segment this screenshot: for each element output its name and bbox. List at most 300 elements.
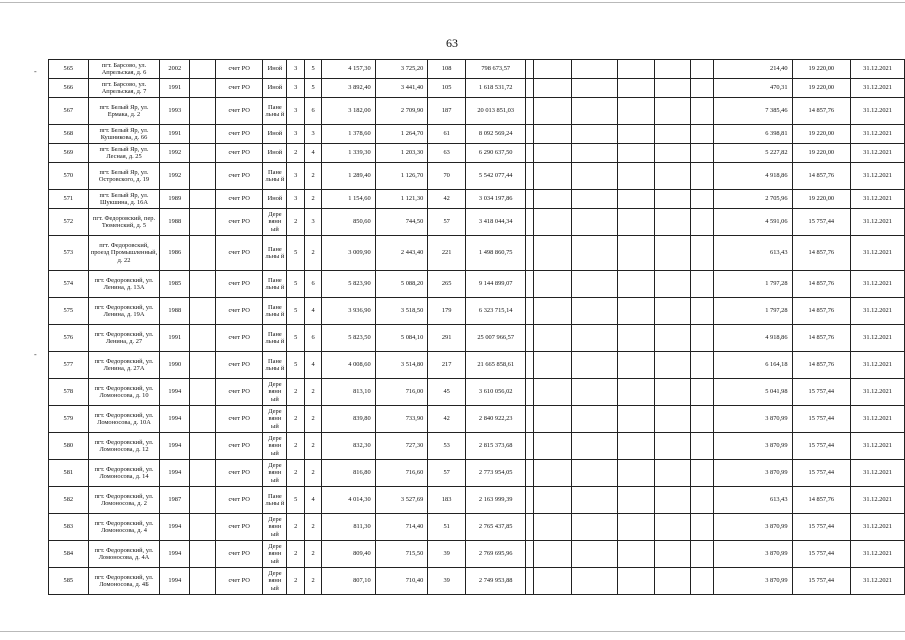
cell-type: Пане льны й [263,487,287,514]
cell-address: пгт. Федоровский, ул. Ленина, д. 13А [88,271,160,298]
cell-cost: 6 290 637,50 [465,144,525,163]
cell-residents: 57 [428,460,466,487]
cell-address: пгт. Белый Яр, ул. Островского, д. 19 [88,163,160,190]
cell-empty [190,514,216,541]
cell-area-living: 1 264,70 [375,125,428,144]
cell-address: пгт. Федоровский, ул. Ломоносова, д. 10А [88,406,160,433]
cell-empty [190,325,216,352]
cell-residents: 265 [428,271,466,298]
cell-area-total: 813,10 [322,379,376,406]
cell-empty [571,163,617,190]
cell-area-living: 3 725,20 [375,60,428,79]
cell-empty [618,433,655,460]
cell-year: 1994 [160,514,190,541]
cell-floors: 2 [287,541,305,568]
cell-date: 31.12.2021 [851,460,905,487]
cell-floors: 2 [287,568,305,595]
cell-type: Иной [263,144,287,163]
cell-account: счет РО [215,541,263,568]
cell-area-total: 1 339,30 [322,144,376,163]
cell-empty [618,460,655,487]
cell-empty [526,79,534,98]
cell-sum: 2 705,96 [714,190,792,209]
cell-sum: 1 797,28 [714,298,792,325]
cell-empty [571,379,617,406]
table-row [49,379,905,406]
cell-cost: 2 769 695,96 [465,541,525,568]
cell-account: счет РО [215,163,263,190]
cell-area-living: 1 203,30 [375,144,428,163]
cell-address: пгт. Федоровский, ул. Ломоносова, д. 4А [88,541,160,568]
cell-year: 1992 [160,163,190,190]
cell-entrances: 4 [305,144,322,163]
cell-residents: 187 [428,98,466,125]
cell-empty [571,298,617,325]
cell-entrances: 2 [305,460,322,487]
cell-rate: 14 857,76 [792,325,851,352]
cell-floors: 2 [287,144,305,163]
cell-empty [571,325,617,352]
cell-empty [654,98,690,125]
cell-empty [618,190,655,209]
cell-rate: 19 220,00 [792,79,851,98]
cell-empty [534,379,572,406]
cell-rate: 15 757,44 [792,514,851,541]
cell-area-living: 5 084,10 [375,325,428,352]
cell-empty [534,460,572,487]
cell-entrances: 6 [305,325,322,352]
cell-empty [571,514,617,541]
cell-residents: 221 [428,236,466,271]
cell-residents: 183 [428,487,466,514]
table-row [49,487,905,514]
cell-num: 570 [49,163,89,190]
cell-type: Пане льны й [263,298,287,325]
cell-cost: 3 034 197,86 [465,190,525,209]
cell-sum: 4 591,06 [714,209,792,236]
cell-empty [690,190,714,209]
cell-empty [690,568,714,595]
cell-type: Дере вянн ый [263,209,287,236]
cell-empty [190,125,216,144]
cell-empty [534,325,572,352]
cell-area-total: 5 823,50 [322,325,376,352]
cell-area-living: 3 441,40 [375,79,428,98]
cell-empty [571,209,617,236]
margin-mark: - [34,350,37,359]
cell-rate: 15 757,44 [792,433,851,460]
cell-empty [190,541,216,568]
cell-year: 1991 [160,325,190,352]
scan-edge-bottom [0,631,905,632]
cell-sum: 4 918,86 [714,163,792,190]
cell-empty [190,379,216,406]
cell-residents: 45 [428,379,466,406]
margin-mark: - [34,67,37,76]
cell-area-total: 3 009,90 [322,236,376,271]
cell-num: 576 [49,325,89,352]
cell-empty [190,460,216,487]
cell-empty [526,271,534,298]
cell-type: Дере вянн ый [263,406,287,433]
cell-floors: 3 [287,125,305,144]
cell-floors: 5 [287,271,305,298]
cell-empty [618,325,655,352]
cell-empty [526,433,534,460]
cell-type: Дере вянн ый [263,541,287,568]
cell-num: 568 [49,125,89,144]
cell-sum: 3 870,99 [714,433,792,460]
cell-residents: 70 [428,163,466,190]
cell-empty [526,144,534,163]
cell-empty [534,568,572,595]
cell-entrances: 2 [305,433,322,460]
cell-account: счет РО [215,379,263,406]
table-row [49,98,905,125]
cell-empty [690,325,714,352]
cell-cost: 21 665 858,61 [465,352,525,379]
cell-sum: 6 164,18 [714,352,792,379]
cell-type: Иной [263,190,287,209]
cell-cost: 3 610 056,02 [465,379,525,406]
cell-year: 1990 [160,352,190,379]
cell-num: 584 [49,541,89,568]
cell-address: пгт. Федоровский, проезд Промышленный, д. 22 [88,236,160,271]
cell-entrances: 2 [305,568,322,595]
cell-residents: 63 [428,144,466,163]
cell-floors: 5 [287,236,305,271]
cell-year: 1993 [160,98,190,125]
cell-empty [571,406,617,433]
cell-date: 31.12.2021 [851,79,905,98]
cell-account: счет РО [215,271,263,298]
cell-area-total: 1 289,40 [322,163,376,190]
cell-cost: 2 840 922,23 [465,406,525,433]
cell-empty [190,352,216,379]
cell-empty [190,236,216,271]
cell-empty [690,79,714,98]
cell-floors: 3 [287,163,305,190]
cell-num: 582 [49,487,89,514]
cell-empty [690,352,714,379]
cell-empty [526,460,534,487]
cell-year: 1988 [160,209,190,236]
cell-date: 31.12.2021 [851,144,905,163]
cell-empty [571,79,617,98]
cell-type: Дере вянн ый [263,379,287,406]
cell-account: счет РО [215,79,263,98]
cell-account: счет РО [215,325,263,352]
cell-address: пгт. Белый Яр, ул. Ермака, д. 2 [88,98,160,125]
cell-empty [654,60,690,79]
cell-empty [618,271,655,298]
cell-empty [526,98,534,125]
cell-num: 567 [49,98,89,125]
cell-empty [571,125,617,144]
cell-date: 31.12.2021 [851,236,905,271]
cell-empty [654,190,690,209]
cell-sum: 4 918,86 [714,325,792,352]
cell-rate: 15 757,44 [792,460,851,487]
housing-table [48,59,905,595]
table-row [49,460,905,487]
cell-entrances: 2 [305,236,322,271]
cell-rate: 14 857,76 [792,271,851,298]
cell-cost: 1 618 531,72 [465,79,525,98]
cell-empty [654,79,690,98]
cell-num: 583 [49,514,89,541]
cell-empty [690,298,714,325]
table-row [49,271,905,298]
cell-entrances: 3 [305,209,322,236]
cell-sum: 3 870,99 [714,460,792,487]
cell-empty [571,487,617,514]
cell-empty [534,271,572,298]
cell-empty [618,98,655,125]
cell-residents: 53 [428,433,466,460]
cell-empty [618,60,655,79]
cell-num: 579 [49,406,89,433]
cell-num: 572 [49,209,89,236]
cell-area-living: 733,90 [375,406,428,433]
cell-empty [690,379,714,406]
cell-year: 1994 [160,433,190,460]
cell-num: 580 [49,433,89,460]
cell-sum: 3 870,99 [714,406,792,433]
cell-residents: 105 [428,79,466,98]
cell-area-living: 2 709,90 [375,98,428,125]
cell-empty [618,541,655,568]
cell-empty [690,460,714,487]
cell-address: пгт. Барсово, ул. Апрельская, д. 7 [88,79,160,98]
cell-entrances: 2 [305,379,322,406]
cell-entrances: 6 [305,271,322,298]
cell-residents: 39 [428,541,466,568]
table-row [49,79,905,98]
cell-empty [690,433,714,460]
cell-empty [534,190,572,209]
cell-year: 1985 [160,271,190,298]
cell-empty [190,209,216,236]
cell-address: пгт. Белый Яр, ул. Шукшина, д. 16А [88,190,160,209]
cell-account: счет РО [215,487,263,514]
cell-empty [618,487,655,514]
cell-floors: 2 [287,209,305,236]
cell-empty [526,514,534,541]
cell-sum: 5 227,82 [714,144,792,163]
cell-empty [526,379,534,406]
cell-sum: 6 398,81 [714,125,792,144]
table-row [49,190,905,209]
cell-entrances: 4 [305,487,322,514]
cell-area-living: 3 518,50 [375,298,428,325]
cell-date: 31.12.2021 [851,125,905,144]
cell-residents: 39 [428,568,466,595]
cell-floors: 2 [287,514,305,541]
cell-cost: 798 673,57 [465,60,525,79]
cell-entrances: 2 [305,541,322,568]
cell-cost: 25 007 966,57 [465,325,525,352]
cell-floors: 5 [287,487,305,514]
cell-empty [654,568,690,595]
cell-type: Пане льны й [263,352,287,379]
cell-year: 1991 [160,79,190,98]
cell-account: счет РО [215,514,263,541]
cell-empty [571,60,617,79]
cell-area-total: 850,60 [322,209,376,236]
cell-area-living: 3 514,80 [375,352,428,379]
table-row [49,433,905,460]
cell-floors: 2 [287,433,305,460]
cell-residents: 61 [428,125,466,144]
cell-empty [526,541,534,568]
cell-num: 569 [49,144,89,163]
cell-type: Пане льны й [263,98,287,125]
cell-area-total: 3 182,00 [322,98,376,125]
cell-num: 573 [49,236,89,271]
cell-sum: 613,43 [714,236,792,271]
cell-year: 1987 [160,487,190,514]
cell-empty [571,98,617,125]
cell-num: 566 [49,79,89,98]
cell-entrances: 2 [305,163,322,190]
cell-type: Пане льны й [263,325,287,352]
cell-account: счет РО [215,352,263,379]
cell-residents: 42 [428,406,466,433]
cell-empty [526,568,534,595]
cell-type: Пане льны й [263,236,287,271]
cell-empty [571,460,617,487]
cell-empty [618,209,655,236]
cell-empty [618,406,655,433]
cell-empty [526,60,534,79]
cell-account: счет РО [215,190,263,209]
cell-empty [526,298,534,325]
cell-empty [618,163,655,190]
cell-empty [690,98,714,125]
cell-date: 31.12.2021 [851,514,905,541]
cell-empty [526,406,534,433]
cell-rate: 19 220,00 [792,144,851,163]
cell-account: счет РО [215,98,263,125]
cell-empty [654,379,690,406]
cell-date: 31.12.2021 [851,190,905,209]
cell-area-total: 3 892,40 [322,79,376,98]
cell-empty [690,487,714,514]
cell-area-total: 809,40 [322,541,376,568]
cell-entrances: 3 [305,125,322,144]
table-row [49,406,905,433]
cell-date: 31.12.2021 [851,60,905,79]
cell-address: пгт. Белый Яр, ул. Лесная, д. 25 [88,144,160,163]
cell-account: счет РО [215,209,263,236]
cell-area-total: 3 936,90 [322,298,376,325]
cell-empty [618,568,655,595]
cell-empty [690,236,714,271]
cell-sum: 5 041,98 [714,379,792,406]
cell-address: пгт. Федоровский, ул. Ломоносова, д. 10 [88,379,160,406]
cell-residents: 42 [428,190,466,209]
cell-num: 581 [49,460,89,487]
cell-address: пгт. Белый Яр, ул. Кушникова, д. 66 [88,125,160,144]
cell-empty [190,568,216,595]
cell-account: счет РО [215,236,263,271]
cell-rate: 14 857,76 [792,163,851,190]
cell-area-total: 807,10 [322,568,376,595]
cell-entrances: 2 [305,190,322,209]
cell-empty [190,298,216,325]
cell-type: Иной [263,60,287,79]
cell-empty [190,163,216,190]
page-number: 63 [446,36,458,50]
table-row [49,125,905,144]
cell-area-total: 811,30 [322,514,376,541]
cell-date: 31.12.2021 [851,406,905,433]
cell-area-living: 727,30 [375,433,428,460]
cell-rate: 14 857,76 [792,298,851,325]
cell-empty [526,352,534,379]
cell-sum: 214,40 [714,60,792,79]
table-row [49,541,905,568]
cell-empty [618,298,655,325]
cell-sum: 3 870,99 [714,541,792,568]
cell-empty [654,406,690,433]
cell-cost: 1 498 860,75 [465,236,525,271]
cell-empty [534,236,572,271]
cell-rate: 15 757,44 [792,209,851,236]
cell-empty [654,433,690,460]
cell-account: счет РО [215,406,263,433]
cell-date: 31.12.2021 [851,487,905,514]
cell-entrances: 4 [305,352,322,379]
cell-type: Дере вянн ый [263,433,287,460]
cell-entrances: 4 [305,298,322,325]
cell-cost: 6 323 715,14 [465,298,525,325]
cell-date: 31.12.2021 [851,325,905,352]
cell-account: счет РО [215,433,263,460]
cell-empty [534,125,572,144]
cell-num: 578 [49,379,89,406]
cell-area-total: 839,80 [322,406,376,433]
cell-empty [190,487,216,514]
cell-date: 31.12.2021 [851,163,905,190]
cell-type: Пане льны й [263,271,287,298]
cell-empty [690,541,714,568]
cell-area-living: 710,40 [375,568,428,595]
cell-date: 31.12.2021 [851,298,905,325]
cell-empty [618,514,655,541]
cell-account: счет РО [215,60,263,79]
cell-cost: 9 144 899,07 [465,271,525,298]
cell-date: 31.12.2021 [851,352,905,379]
cell-cost: 5 542 077,44 [465,163,525,190]
cell-empty [654,487,690,514]
cell-cost: 3 418 044,34 [465,209,525,236]
cell-num: 575 [49,298,89,325]
cell-floors: 2 [287,406,305,433]
cell-area-living: 716,00 [375,379,428,406]
cell-empty [654,163,690,190]
cell-empty [690,271,714,298]
cell-empty [618,144,655,163]
cell-address: пгт. Федоровский, ул. Ломоносова, д. 12 [88,433,160,460]
cell-empty [534,433,572,460]
cell-area-total: 4 157,30 [322,60,376,79]
cell-empty [690,60,714,79]
cell-empty [654,460,690,487]
cell-empty [618,379,655,406]
cell-sum: 3 870,99 [714,514,792,541]
